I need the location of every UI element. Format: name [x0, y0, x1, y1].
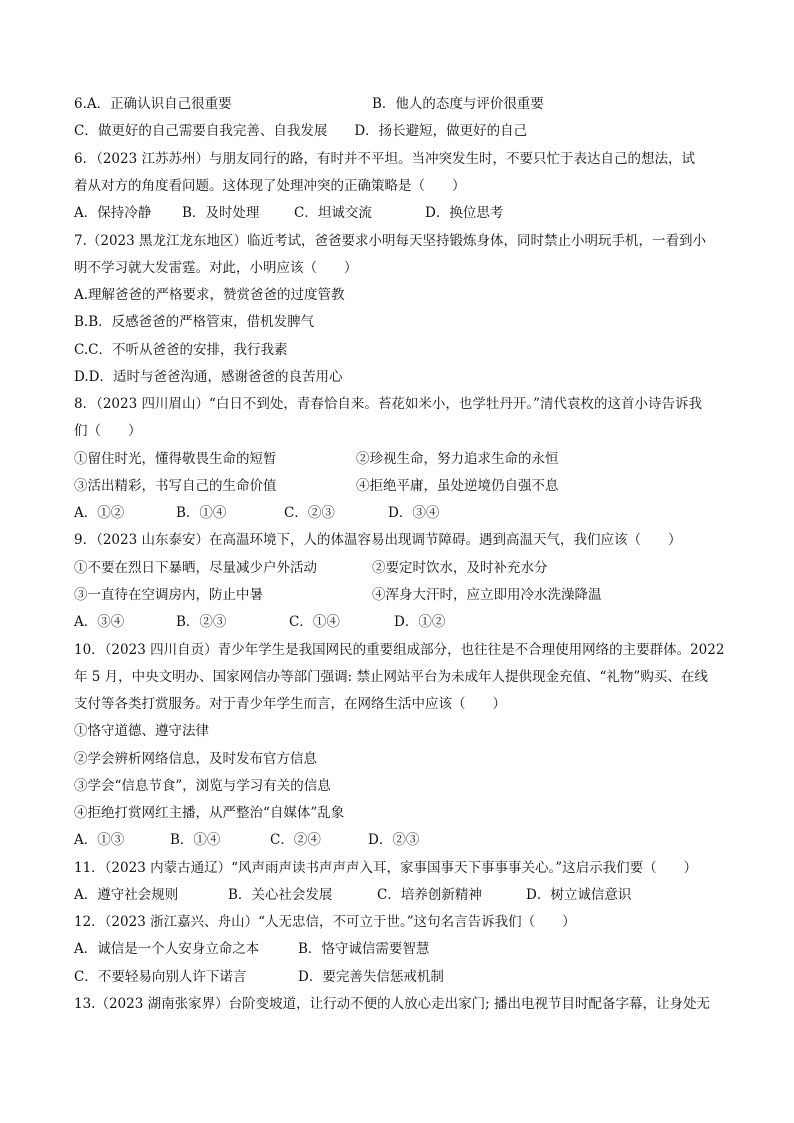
- q12-option-d: D．要完善失信惩戒机制: [298, 969, 444, 985]
- q10-statement-1: ①恪守道德、遵守法律: [74, 723, 209, 739]
- q9-statement-1: ①不要在烈日下暴晒，尽量减少户外活动: [74, 560, 317, 576]
- question-12-stem: 12．（2023 浙江嘉兴、舟山）“人无忠信，不可立于世。”这句名言告诉我们（ ）: [74, 914, 576, 930]
- question-9-stem: 9．（2023 山东泰安）在高温环境下，人的体温容易出现调节障碍。遇到高温天气，我们应该（ ）: [74, 532, 682, 548]
- question-10-stem-1: 10．（2023 四川自贡）青少年学生是我国网民的重要组成部分，也往往是不合理使用网络的主要群体。2022: [74, 642, 725, 658]
- q7-option-b: B.B．反感爸爸的严格管束，借机发脾气: [74, 314, 315, 330]
- q8-statement-2: ②珍视生命，努力追求生命的永恒: [356, 451, 559, 467]
- question-6-stem-1: 6．（2023 江苏苏州）与朋友同行的路，有时并不平坦。当冲突发生时，不要只忙于表达自己的想法，试: [74, 151, 695, 167]
- q11-option-d: D．树立诚信意识: [526, 887, 632, 903]
- q10-option-c: C．②④: [270, 832, 321, 848]
- question-8-stem-2: 们（ ）: [74, 423, 142, 439]
- question-11-options: [74, 885, 631, 905]
- q9-option-d: D．①②: [394, 614, 446, 630]
- q7-option-c: C.C．不听从爸爸的安排，我行我素: [74, 342, 288, 358]
- question-6-options: [74, 203, 503, 223]
- q12-option-c: C．不要轻易向别人许下诺言: [74, 969, 247, 985]
- q8-option-d: D．③④: [388, 505, 440, 521]
- q12-option-b: B．恪守诚信需要智慧: [298, 941, 430, 957]
- q9-option-a: A．③④: [74, 614, 125, 630]
- q8-option-b: B．①④: [176, 505, 227, 521]
- question-7-stem-2: 明不学习就大发雷霆。对此，小明应该（ ）: [74, 260, 358, 276]
- q10-option-d: D．②③: [368, 832, 420, 848]
- q9-statement-4: ④浑身大汗时，应立即用冷水洗澡降温: [372, 587, 602, 603]
- q6-option-c: C．坦诚交流: [294, 205, 372, 221]
- q12-option-a: A．诚信是一个人安身立命之本: [74, 941, 260, 957]
- question-10-stem-3: 支付等各类打赏服务。对于青少年学生而言，在网络生活中应该（ ）: [74, 696, 506, 712]
- question-11-stem: 11．（2023 内蒙古通辽）“风声雨声读书声声声入耳，家事国事天下事事事关心。”这启示我们要（ ）: [74, 860, 698, 876]
- q9-statement-2: ②要定时饮水，及时补充水分: [372, 560, 548, 576]
- q8-option-c: C．②③: [284, 505, 335, 521]
- q7-option-a: A.理解爸爸的严格要求，赞赏爸爸的过度管教: [74, 287, 345, 303]
- q5-option-a: 6.A．正确认识自己很重要: [74, 96, 232, 112]
- q10-statement-2: ②学会辨析网络信息，及时发布官方信息: [74, 751, 317, 767]
- question-10-stem-2: 年 5 月，中央文明办、国家网信办等部门强调: 禁止网站平台为未成年人提供现金充值、“礼物”购买、在线: [74, 669, 708, 685]
- q6-option-d: D．换位思考: [425, 205, 504, 221]
- q5-option-b: B．他人的态度与评价很重要: [372, 96, 544, 112]
- question-13-stem: 13.（2023 湖南张家界）台阶变坡道，让行动不便的人放心走出家门; 播出电视节目时配备字幕，让身处无: [74, 996, 710, 1012]
- q10-option-a: A．①③: [74, 832, 125, 848]
- question-9-options: [74, 612, 445, 632]
- q5-options-cd: C．做更好的自己需要自我完善、自我发展 D．扬长避短，做更好的自己: [74, 123, 528, 139]
- q10-option-b: B．①④: [170, 832, 221, 848]
- q10-statement-3: ③学会“信息节食”，浏览与学习有关的信息: [74, 778, 331, 794]
- q6-option-b: B．及时处理: [182, 205, 260, 221]
- q6-option-a: A．保持冷静: [74, 205, 152, 221]
- question-8-stem-1: 8．（2023 四川眉山）“白日不到处，青春恰自来。苔花如米小，也学牡丹开。”清代袁枚的这首小诗告诉我: [74, 396, 703, 412]
- q11-option-b: B．关心社会发展: [228, 887, 333, 903]
- question-7-stem-1: 7.（2023 黑龙江龙东地区）临近考试，爸爸要求小明每天坚持锻炼身体，同时禁止小明玩手机，一看到小: [74, 233, 707, 249]
- q11-option-a: A．遵守社会规则: [74, 887, 179, 903]
- q8-statement-4: ④拒绝平庸，虽处逆境仍自强不息: [356, 478, 559, 494]
- q9-option-b: B．②③: [176, 614, 227, 630]
- question-8-options: [74, 503, 439, 523]
- question-6-stem-2: 着从对方的角度看问题。这体现了处理冲突的正确策略是（ ）: [74, 178, 466, 194]
- q9-option-c: C．①④: [289, 614, 340, 630]
- q7-option-d: D.D．适时与爸爸沟通，感谢爸爸的良苦用心: [74, 369, 343, 385]
- q11-option-c: C．培养创新精神: [377, 887, 482, 903]
- q8-option-a: A．①②: [74, 505, 125, 521]
- question-10-options: [74, 830, 419, 850]
- q10-statement-4: ④拒绝打赏网红主播，从严整治“自媒体”乱象: [74, 805, 345, 821]
- q8-statement-1: ①留住时光，懂得敬畏生命的短暂: [74, 451, 277, 467]
- q9-statement-3: ③一直待在空调房内，防止中暑: [74, 587, 263, 603]
- q8-statement-3: ③活出精彩，书写自己的生命价值: [74, 478, 277, 494]
